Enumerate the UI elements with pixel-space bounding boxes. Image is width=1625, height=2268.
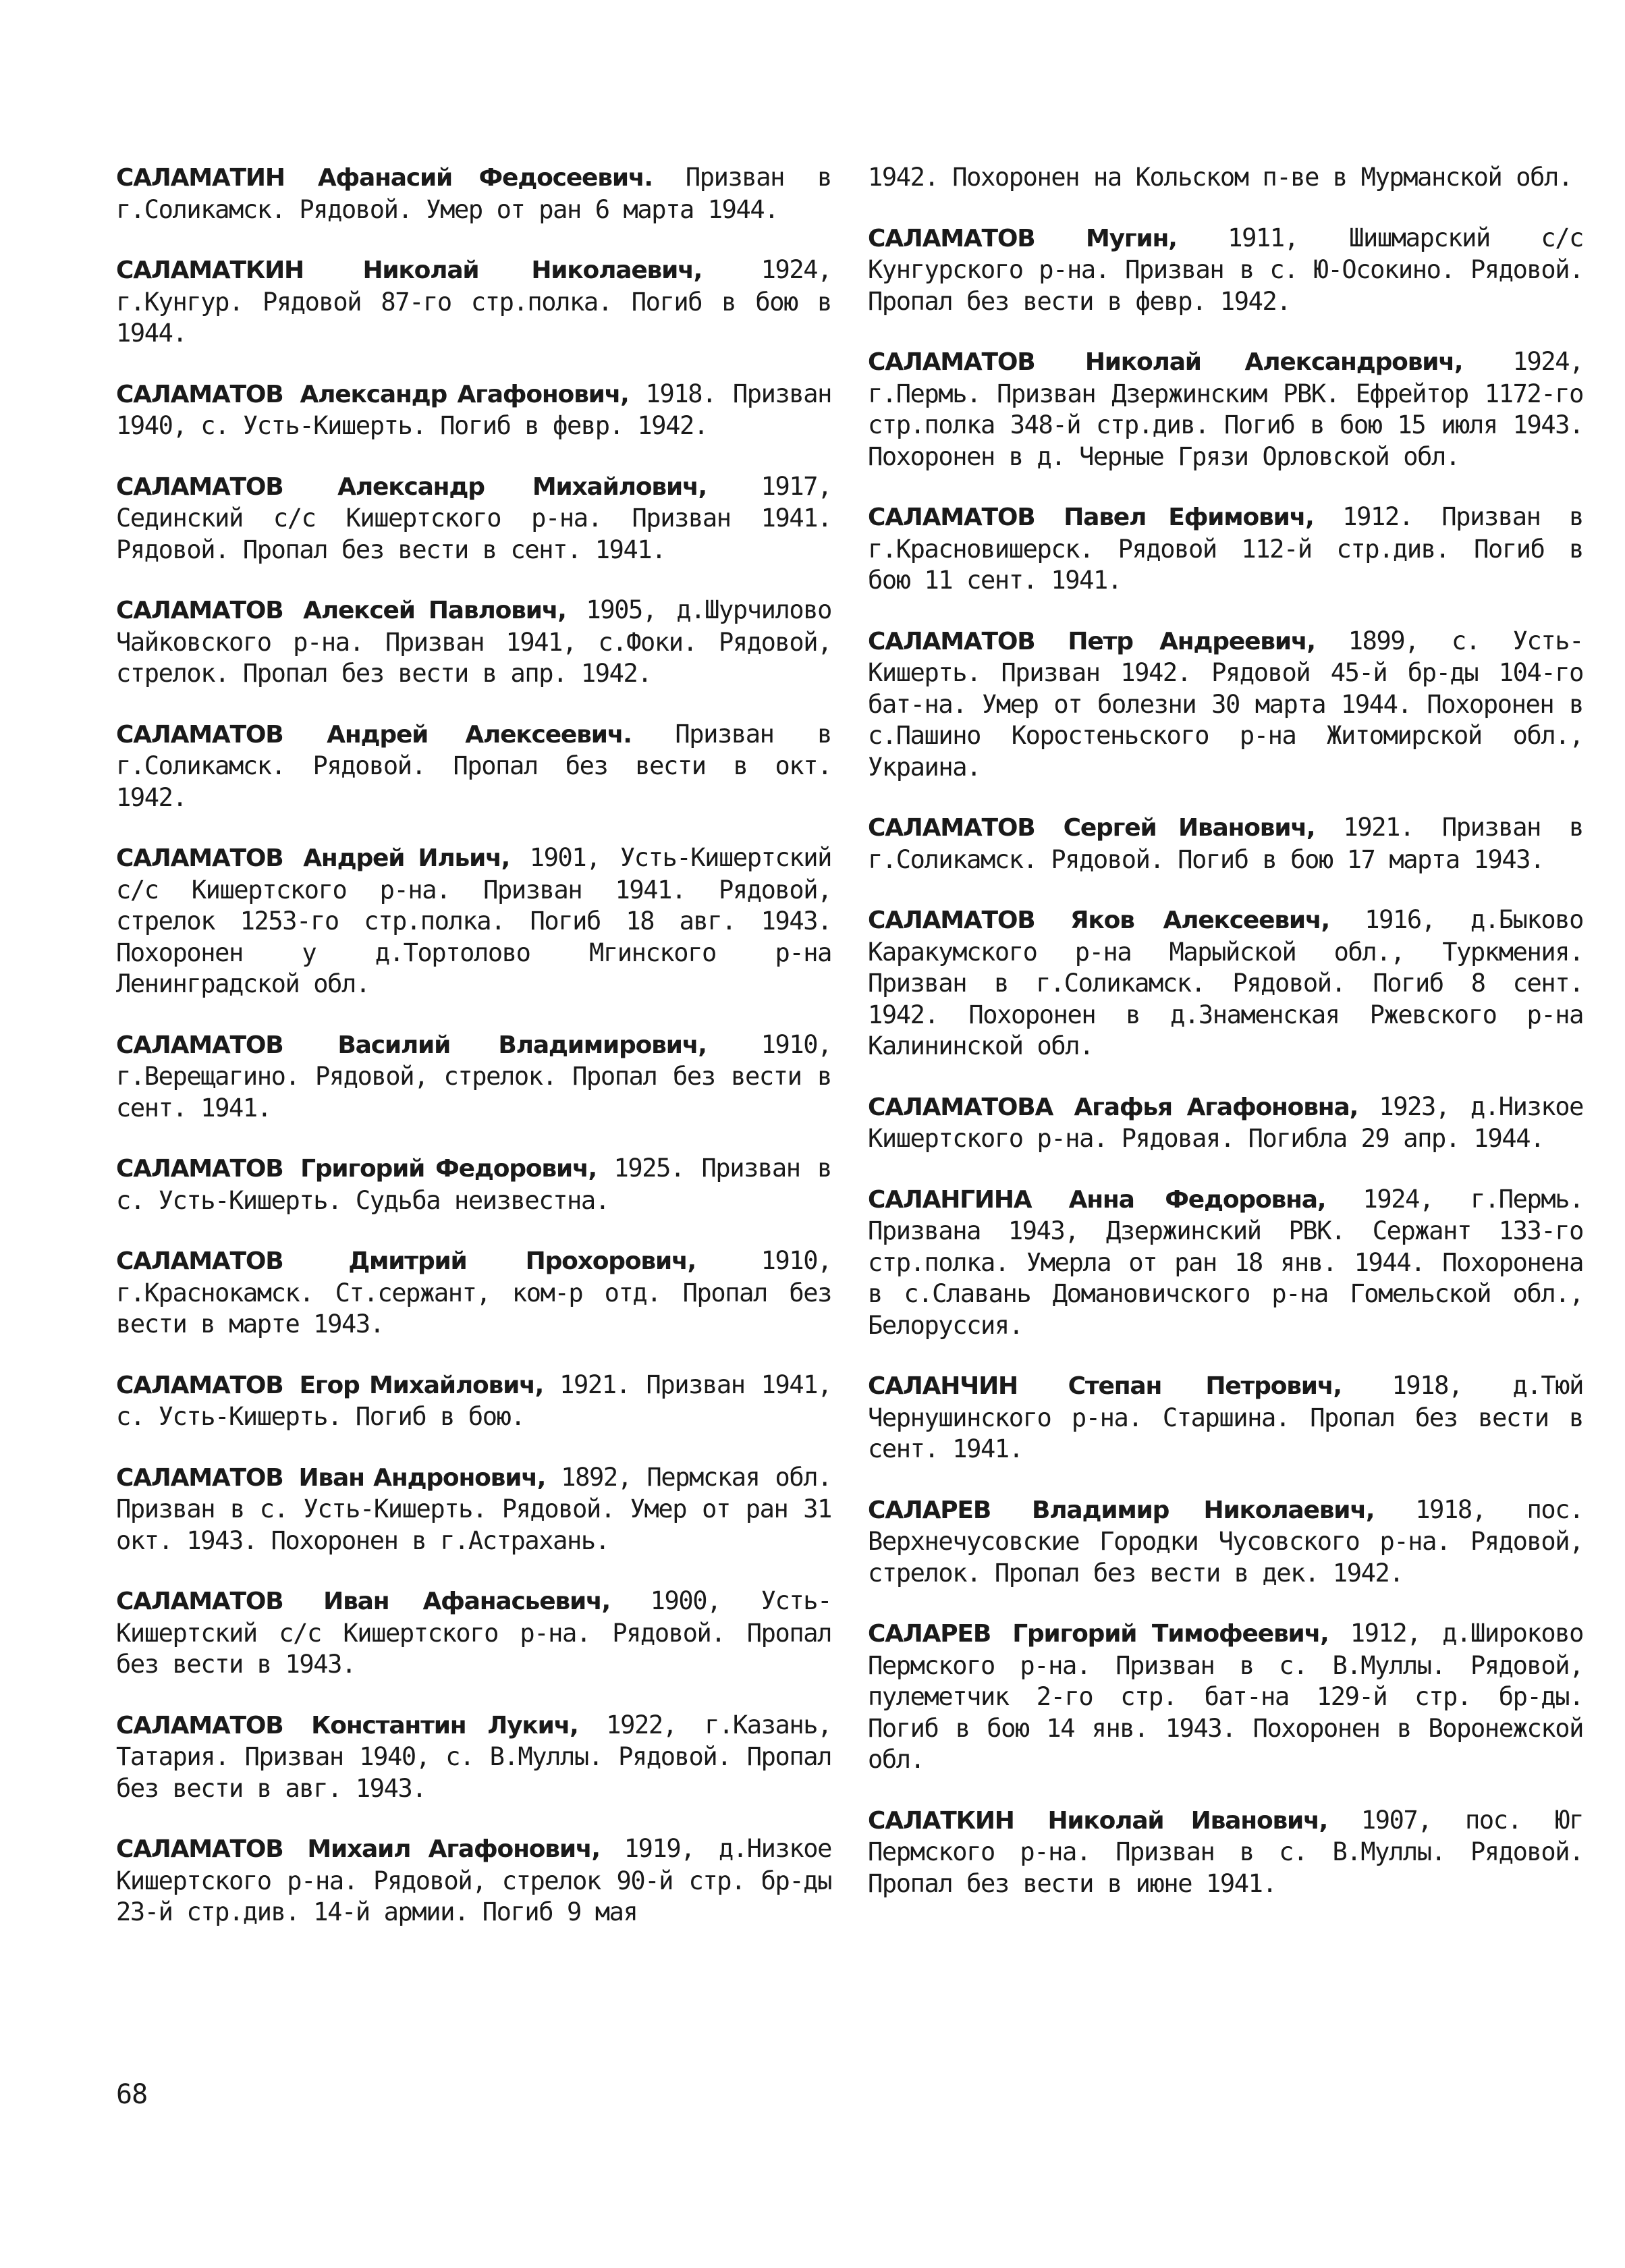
entry-surname: САЛАМАТОВ: [116, 380, 283, 408]
entry-surname: САЛАМАТОВ: [116, 1463, 283, 1492]
entry-details: 1924, г.Кунгур. Рядовой 87-го стр.полка. Погиб в бою в 1944.: [116, 255, 831, 348]
entry-surname: САЛАНЧИН: [868, 1372, 1018, 1400]
entry-details: 1925. Призван в с. Усть-Кишерть. Судьба неизвестна.: [116, 1154, 832, 1215]
entry-details: 1921. Призван 1941, с. Усть-Кишерть. Погиб в бою.: [116, 1370, 831, 1431]
entry-details: 1918, д.Тюй Чернушинского р-на. Старшина. Пропал без вести в сент. 1941.: [868, 1371, 1583, 1463]
entry-given-name: Павел Ефимович,: [1064, 504, 1314, 531]
entry-details: 1924, г.Пермь. Призвана 1943, Дзержинский РВК. Сержант 133-го стр.полка. Умерла от ран 18 янв. 1944. Похоронена в с.Славань Домановичского р-на Гомельской обл., Белоруссия.: [868, 1184, 1583, 1340]
right-column: [868, 162, 1583, 1928]
entry-given-name: Александр Агафонович,: [300, 380, 629, 408]
entry-surname: САЛАМАТОВ: [116, 597, 283, 624]
entry-details: 1924, г.Пермь. Призван Дзержинским РВК. Ефрейтор 1172-го стр.полка 348-й стр.див. Погиб в бою 15 июля 1943. Похоронен в д. Черные Грязи Орловской обл.: [868, 347, 1583, 471]
entry-given-name: Николай Николаевич,: [362, 256, 703, 284]
biography-entry: [116, 595, 831, 690]
entry-given-name: Агафья Агафоновна,: [1074, 1093, 1358, 1121]
entry-given-name: Сергей Иванович,: [1063, 814, 1315, 842]
entry-given-name: Яков Алексеевич,: [1070, 907, 1329, 934]
biography-entry: [868, 1184, 1583, 1342]
biography-entry: [116, 254, 831, 350]
entry-given-name: Мугин,: [1086, 224, 1177, 252]
entry-surname: САЛАМАТОВ: [116, 473, 283, 501]
entry-surname: САЛАНГИНА: [868, 1185, 1032, 1214]
entry-surname: САЛАМАТОВ: [116, 844, 283, 872]
biography-entry: [868, 1091, 1583, 1155]
entry-details: 1918, пос. Верхнечусовские Городки Чусовского р-на. Рядовой, стрелок. Пропал без вести в дек. 1942.: [868, 1494, 1583, 1588]
biography-entry: [116, 1370, 831, 1433]
entry-details: Призван в г.Соликамск. Рядовой. Умер от ран 6 марта 1944.: [116, 163, 831, 224]
entry-details: 1901, Усть-Кишертский с/с Кишертского р-на. Призван 1941. Рядовой, стрелок 1253-го стр.полка. Погиб 18 авг. 1943. Похоронен у д.Тортолово Мгинского р-на Ленинградской обл.: [116, 843, 831, 998]
entry-details: 1923, д.Низкое Кишертского р-на. Рядовая. Погибла 29 апр. 1944.: [868, 1091, 1583, 1153]
entry-given-name: Николай Александрович,: [1084, 348, 1463, 376]
biography-entry: [116, 1245, 831, 1341]
page-number: 68: [116, 2079, 148, 2110]
entry-surname: САЛАМАТОВ: [116, 1031, 283, 1059]
entry-surname: САЛАМАТОВ: [116, 1588, 283, 1615]
biography-entry: [868, 1494, 1583, 1590]
biography-entry: [116, 1462, 831, 1557]
entry-details: 1919, д.Низкое Кишертского р-на. Рядовой, стрелок 90-й стр. бр-ды 23-й стр.див. 14-й армии. Погиб 9 мая: [116, 1834, 831, 1926]
biography-entry: [116, 471, 831, 566]
entry-details: 1910, г.Верещагино. Рядовой, стрелок. Пропал без вести в сент. 1941.: [116, 1029, 831, 1123]
biography-entry: [868, 905, 1583, 1062]
entry-surname: САЛАМАТОВ: [868, 627, 1035, 655]
biography-entry: [868, 626, 1583, 784]
entry-surname: САЛАМАТОВ: [868, 348, 1035, 376]
entry-details: 1916, д.Быково Каракумского р-на Марыйской обл., Туркмения. Призван в г.Соликамск. Рядовой. Погиб 8 сент. 1942. Похоронен в д.Знаменская Ржевского р-на Калининской обл.: [868, 905, 1583, 1060]
entry-details: 1905, д.Шурчилово Чайковского р-на. Призван 1941, с.Фоки. Рядовой, стрелок. Пропал без вести в апр. 1942.: [116, 595, 831, 688]
entry-surname: САЛАМАТОВ: [868, 224, 1035, 252]
biography-entry: [116, 1029, 831, 1125]
entry-given-name: Иван Афанасьевич,: [323, 1588, 611, 1615]
entry-given-name: Василий Владимирович,: [337, 1031, 707, 1059]
biography-entry: [116, 1833, 831, 1928]
entry-details: 1918. Призван 1940, с. Усть-Кишерть. Погиб в февр. 1942.: [116, 379, 831, 440]
entry-given-name: Григорий Тимофеевич,: [1012, 1620, 1329, 1648]
entry-given-name: Иван Андронович,: [298, 1463, 546, 1492]
entry-details: 1921. Призван в г.Соликамск. Рядовой. Погиб в бою 17 марта 1943.: [868, 813, 1584, 874]
biography-entry: [116, 1586, 831, 1681]
left-column: [116, 162, 831, 1958]
entry-surname: САЛАМАТОВ: [868, 814, 1035, 842]
entry-details: 1942. Похоронен на Кольском п-ве в Мурманской обл.: [868, 163, 1572, 192]
entry-surname: САЛАМАТОВ: [868, 504, 1035, 531]
entry-surname: САЛАМАТОВ: [116, 1835, 283, 1863]
biography-entry: [116, 379, 831, 442]
biography-entry: [116, 162, 831, 225]
entry-details: 1922, г.Казань, Татария. Призван 1940, с. В.Муллы. Рядовой. Пропал без вести в авг. 1943.: [116, 1710, 831, 1803]
entry-details: 1912. Призван в г.Красновишерск. Рядовой 112-й стр.див. Погиб в бою 11 сент. 1941.: [868, 502, 1583, 595]
entry-given-name: Афанасий Федосеевич.: [317, 164, 653, 192]
biography-entry: [116, 719, 831, 814]
biography-entry: [116, 842, 831, 1000]
biography-entry: [868, 1370, 1583, 1465]
entry-details: 1911, Шишмарский с/с Кунгурского р-на. Призван в с. Ю-Осокино. Рядовой. Пропал без вести в февр. 1942.: [868, 223, 1583, 316]
entry-details: 1899, с. Усть-Кишерть. Призван 1942. Рядовой 45-й бр-ды 104-го бат-на. Умер от болезни 30 марта 1944. Похоронен в с.Пашино Коростеньского р-на Житомирской обл., Украина.: [868, 626, 1583, 782]
entry-surname: САЛАМАТОВ: [868, 907, 1035, 934]
entry-surname: САЛАРЕВ: [868, 1496, 991, 1524]
entry-surname: САЛАРЕВ: [868, 1620, 991, 1648]
entry-given-name: Николай Иванович,: [1047, 1806, 1328, 1835]
entry-surname: САЛАМАТИН: [116, 164, 285, 192]
entry-surname: САЛАМАТОВ: [116, 1155, 283, 1183]
entry-surname: САЛАТКИН: [868, 1806, 1014, 1835]
entry-surname: САЛАМАТОВ: [116, 720, 283, 749]
entry-given-name: Александр Михайлович,: [337, 473, 707, 501]
entry-details: 1900, Усть-Кишертский с/с Кишертского р-на. Рядовой. Пропал без вести в 1943.: [116, 1586, 831, 1679]
entry-details: 1912, д.Широково Пермского р-на. Призван в с. В.Муллы. Рядовой, пулеметчик 2-го стр. бат-на 129-й стр. бр-ды. Погиб в бою 14 янв. 1943. Похоронен в Воронежской обл.: [868, 1619, 1583, 1774]
biography-entry: [868, 162, 1583, 194]
entry-given-name: Петр Андреевич,: [1068, 627, 1315, 655]
entry-given-name: Дмитрий Прохорович,: [348, 1247, 696, 1275]
entry-given-name: Егор Михайлович,: [299, 1371, 544, 1399]
entry-given-name: Григорий Федорович,: [300, 1155, 597, 1183]
entry-given-name: Алексей Павлович,: [303, 597, 566, 624]
entry-given-name: Константин Лукич,: [311, 1711, 578, 1739]
biography-entry: [868, 812, 1583, 875]
entry-given-name: Владимир Николаевич,: [1031, 1496, 1375, 1524]
entry-given-name: Андрей Алексеевич.: [327, 720, 632, 749]
entry-given-name: Андрей Ильич,: [303, 844, 510, 872]
biography-entry: [868, 346, 1583, 473]
biography-entry: [868, 1805, 1583, 1900]
entry-surname: САЛАМАТОВ: [116, 1711, 283, 1739]
entry-given-name: Степан Петрович,: [1068, 1372, 1342, 1400]
entry-given-name: Михаил Агафонович,: [307, 1835, 600, 1863]
entry-surname: САЛАМАТОВ: [116, 1371, 283, 1399]
entry-surname: САЛАМАТОВА: [868, 1093, 1053, 1121]
entry-details: 1892, Пермская обл. Призван в с. Усть-Кишерть. Рядовой. Умер от ран 31 окт. 1943. Похоронен в г.Астрахань.: [116, 1462, 831, 1555]
biography-entry: [116, 1710, 831, 1805]
biography-entry: [868, 1618, 1583, 1776]
entry-details: 1910, г.Краснокамск. Ст.сержант, ком-р отд. Пропал без вести в марте 1943.: [116, 1246, 831, 1339]
biography-entry: [868, 502, 1583, 597]
entry-surname: САЛАМАТОВ: [116, 1247, 283, 1275]
entry-details: 1907, пос. Юг Пермского р-на. Призван в с. В.Муллы. Рядовой. Пропал без вести в июне 1941.: [868, 1805, 1583, 1898]
entry-surname: САЛАМАТКИН: [116, 256, 304, 284]
biography-entry: [116, 1153, 831, 1216]
entry-details: 1917, Сединский с/с Кишертского р-на. Призван 1941. Рядовой. Пропал без вести в сент. 1941.: [116, 471, 831, 564]
biography-entry: [868, 223, 1583, 318]
entry-given-name: Анна Федоровна,: [1068, 1185, 1326, 1214]
entry-details: Призван в г.Соликамск. Рядовой. Пропал без вести в окт. 1942.: [116, 719, 831, 812]
